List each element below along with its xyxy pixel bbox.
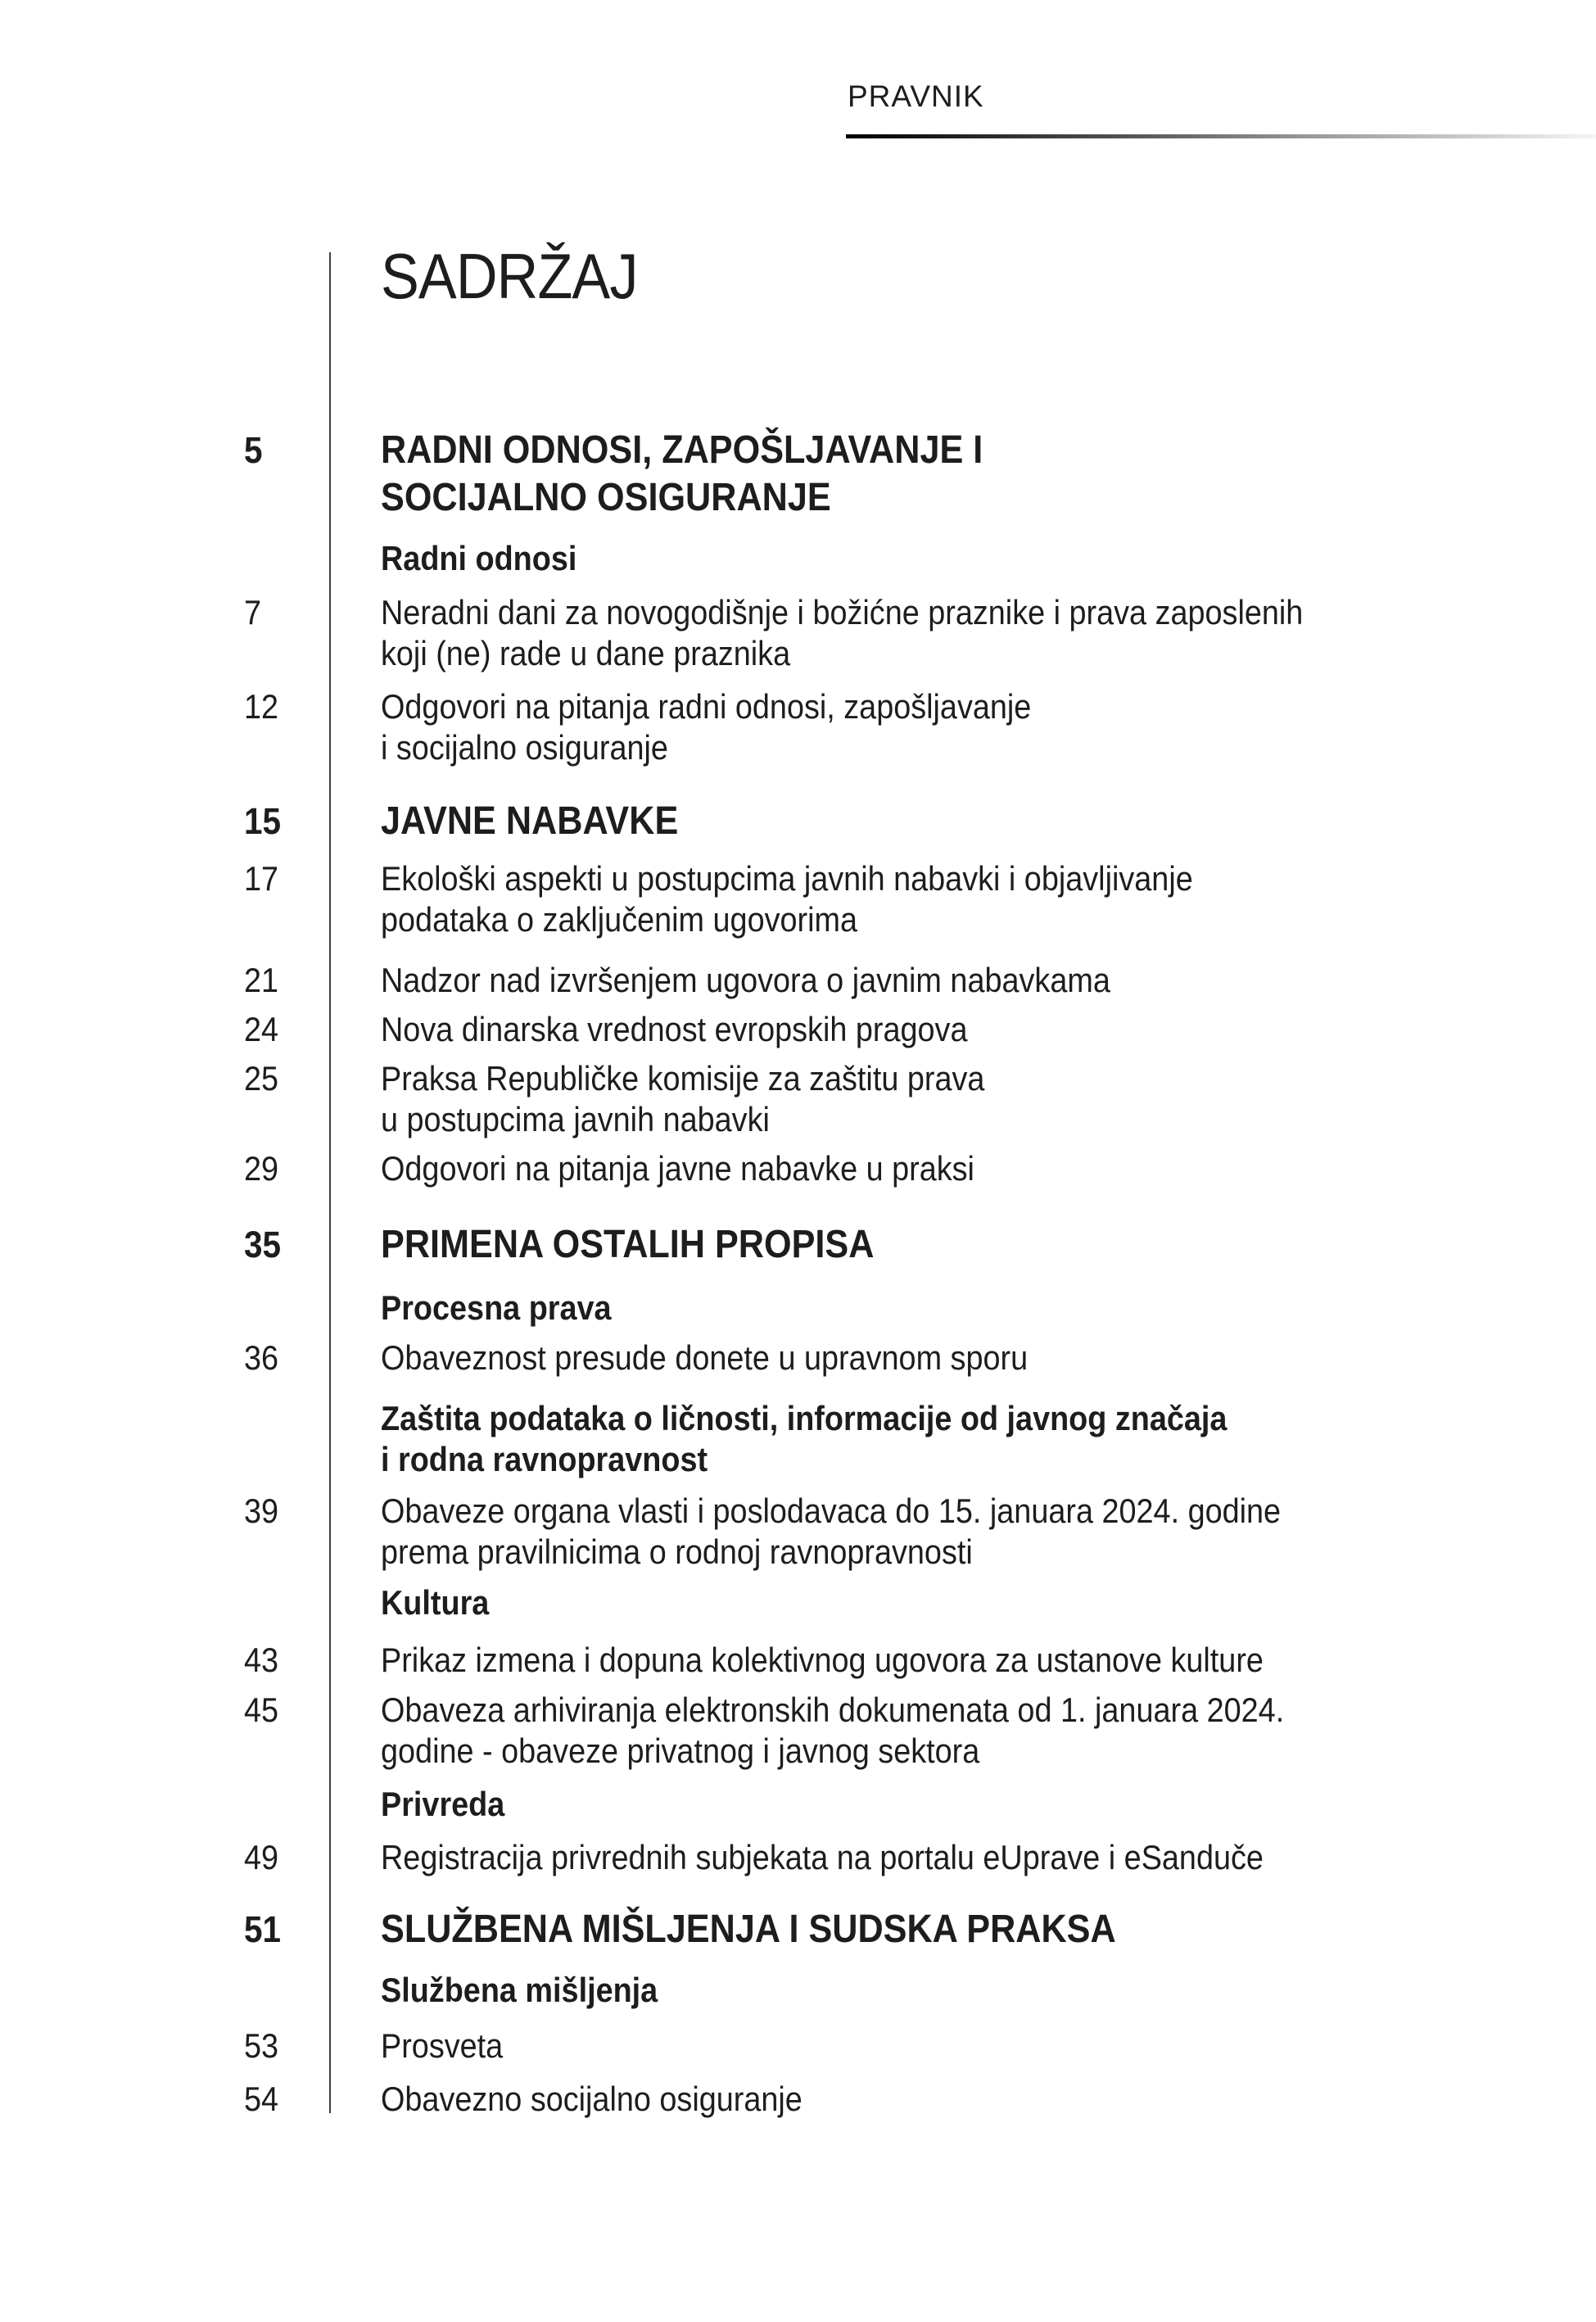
toc-row-p51 (244, 1906, 1197, 1953)
toc-title-line: u postupcima javnih nabavki (381, 1100, 770, 1138)
toc-row-p54 (244, 2079, 849, 2120)
toc-title-line: Službena mišljenja (381, 1971, 658, 2009)
toc-title (381, 1009, 1033, 1050)
toc-page-number: 12 (244, 687, 279, 726)
contents-heading: SADRŽAJ (381, 240, 638, 312)
toc-title (381, 538, 599, 579)
toc-title-line: prema pravilnicima o rodnoj ravnopravnosti (381, 1532, 973, 1571)
toc-row-p5 (244, 427, 1050, 522)
toc-title-line: Praksa Republičke komisije za zaštitu prava (381, 1059, 985, 1098)
toc-page-number: 25 (244, 1059, 279, 1098)
toc-title-line: Radni odnosi (381, 539, 577, 577)
toc-title (381, 1906, 1197, 1953)
toc-title-line: Ekološki aspekti u postupcima javnih nabavki i objavljivanje (381, 859, 1193, 898)
toc-row-p45 (244, 1690, 1385, 1772)
toc-title-line: Obaveznost presude donete u upravnom sporu (381, 1338, 1029, 1377)
toc-title (381, 2026, 517, 2066)
toc-title (381, 858, 1283, 940)
toc-row-subheading-21 (244, 1970, 689, 2011)
toc-title-line: Kultura (381, 1583, 490, 1622)
toc-title-line: i socijalno osiguranje (381, 728, 668, 767)
toc-page-number: 49 (244, 1838, 279, 1876)
toc-title (381, 1690, 1385, 1772)
toc-title (381, 1491, 1381, 1573)
toc-row-p39 (244, 1491, 1381, 1573)
toc-title-line: Odgovori na pitanja javne nabavke u praksi (381, 1149, 974, 1188)
toc-page-number: 54 (244, 2080, 279, 2118)
toc-title (381, 427, 1050, 522)
toc-page-number: 17 (244, 859, 279, 898)
toc-title-line: RADNI ODNOSI, ZAPOŠLJAVANJE I (381, 428, 983, 472)
toc-title-line: Registracija privrednih subjekata na portalu eUprave i eSanduče (381, 1838, 1264, 1876)
toc-page-number: 43 (244, 1641, 279, 1679)
toc-page-number: 53 (244, 2026, 279, 2065)
toc-title (381, 2079, 849, 2120)
toc-title-line: godine - obaveze privatnog i javnog sektora (381, 1731, 980, 1770)
toc-title-line: Prosveta (381, 2026, 504, 2065)
toc-row-subheading-13 (244, 1398, 1321, 1480)
toc-row-p24 (244, 1009, 1033, 1050)
toc-title (381, 1058, 1051, 1140)
toc-title-line: Nadzor nad izvršenjem ugovora o javnim nabavkama (381, 961, 1110, 999)
toc-title-line: Odgovori na pitanja radni odnosi, zapošljavanje (381, 687, 1032, 726)
toc-title (381, 1784, 518, 1825)
toc-title (381, 1148, 1041, 1189)
toc-title-line: Neradni dani za novogodišnje i božićne praznike i prava zaposlenih (381, 593, 1304, 631)
toc-title (381, 1640, 1362, 1681)
toc-row-subheading-15 (244, 1582, 501, 1623)
toc-title-line: SLUŽBENA MIŠLJENJA I SUDSKA PRAKSA (381, 1908, 1116, 1951)
toc-page-number: 21 (244, 961, 279, 999)
toc-title (381, 798, 712, 845)
toc-row-p17 (244, 858, 1283, 940)
toc-title-line: Obaveze organa vlasti i poslodavaca do 15. januara 2024. godine (381, 1491, 1282, 1530)
toc-page-number: 45 (244, 1691, 279, 1729)
toc-title-line: Nova dinarska vrednost evropskih pragova (381, 1010, 968, 1048)
toc-title-line: Obavezno socijalno osiguranje (381, 2080, 803, 2118)
toc-title-line: JAVNE NABAVKE (381, 799, 679, 843)
toc-title (381, 1970, 689, 2011)
toc-page-number: 51 (244, 1908, 282, 1950)
toc-title-line: podataka o zaključenim ugovorima (381, 900, 858, 939)
toc-row-subheading-1 (244, 538, 599, 579)
toc-row-p25 (244, 1058, 1051, 1140)
toc-row-p53 (244, 2026, 517, 2066)
toc-row-p7 (244, 592, 1405, 674)
toc-row-p12 (244, 686, 1104, 768)
toc-page-number: 15 (244, 800, 282, 842)
toc-row-p43 (244, 1640, 1362, 1681)
toc-title-line: Procesna prava (381, 1288, 612, 1327)
toc-row-p36 (244, 1338, 1100, 1378)
toc-page-number: 7 (244, 593, 262, 631)
toc-row-p29 (244, 1148, 1041, 1189)
toc-page-number: 35 (244, 1224, 282, 1265)
toc-page-number: 39 (244, 1491, 279, 1530)
toc-title (381, 1288, 637, 1328)
toc-page-number: 29 (244, 1149, 279, 1188)
toc-row-p49 (244, 1837, 1362, 1878)
toc-page-number: 24 (244, 1010, 279, 1048)
toc-title (381, 592, 1405, 674)
toc-row-p35 (244, 1221, 929, 1269)
toc-title (381, 1398, 1321, 1480)
toc-row-subheading-18 (244, 1784, 518, 1825)
toc-title-line: Prikaz izmena i dopuna kolektivnog ugovora za ustanove kulture (381, 1641, 1264, 1679)
toc-row-p15 (244, 798, 712, 845)
toc-row-subheading-11 (244, 1288, 637, 1328)
toc-title-line: koji (ne) rade u dane praznika (381, 634, 791, 672)
toc-title (381, 1837, 1362, 1878)
toc-title (381, 1582, 501, 1623)
toc-title-line: Zaštita podataka o ličnosti, informacije od javnog značaja (381, 1399, 1228, 1437)
toc-title (381, 960, 1191, 1001)
magazine-title: PRAVNIK (848, 79, 984, 113)
toc-title-line: Obaveza arhiviranja elektronskih dokumenata od 1. januara 2024. (381, 1691, 1285, 1729)
toc-title (381, 1221, 929, 1269)
toc-title (381, 1338, 1100, 1378)
toc-title (381, 686, 1104, 768)
toc-title-line: Privreda (381, 1785, 505, 1823)
masthead-rule (846, 134, 1596, 138)
toc-page-number: 36 (244, 1338, 279, 1377)
toc-page-number: 5 (244, 429, 263, 471)
toc-row-p21 (244, 960, 1191, 1001)
toc-title-line: SOCIJALNO OSIGURANJE (381, 476, 831, 519)
toc-title-line: PRIMENA OSTALIH PROPISA (381, 1223, 875, 1266)
toc-title-line: i rodna ravnopravnost (381, 1440, 708, 1478)
